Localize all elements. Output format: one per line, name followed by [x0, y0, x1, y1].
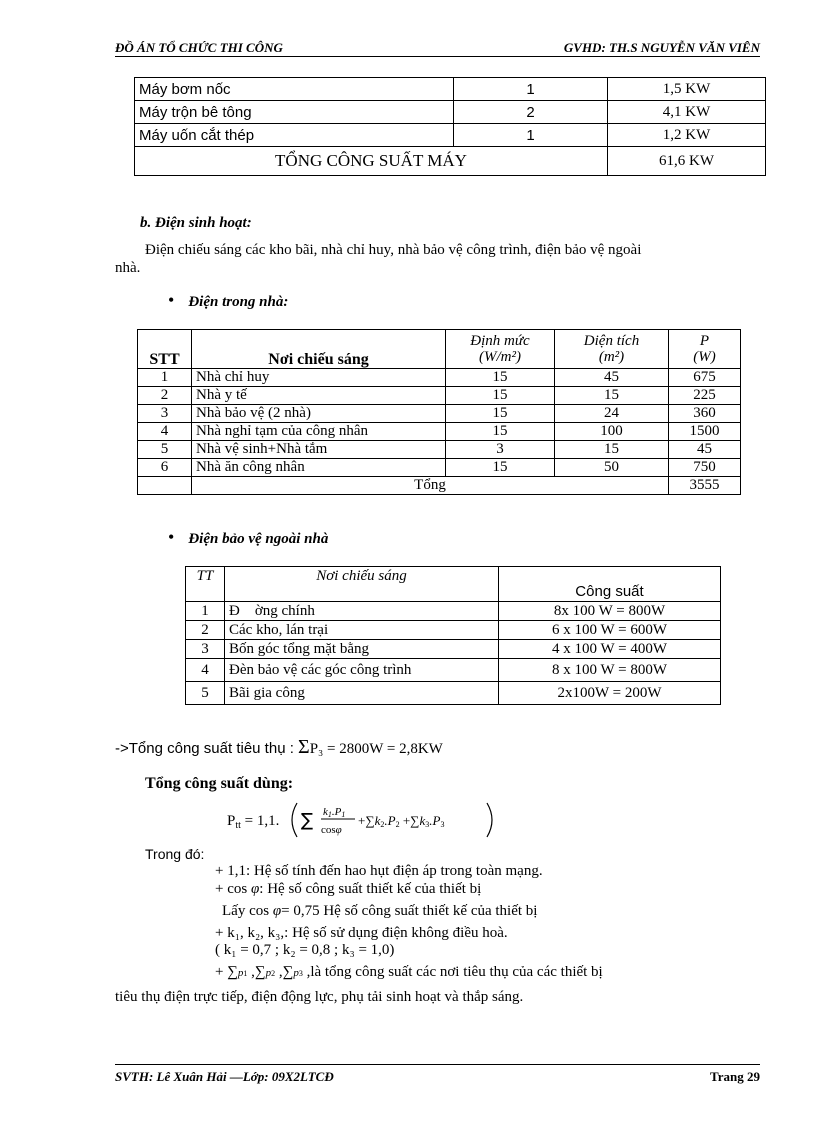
col-header-place: Nơi chiếu sáng — [192, 330, 446, 369]
explain-line-1: + 1,1: Hệ số tính đến hao hụt điện áp trong toàn mạng. — [215, 863, 543, 879]
table-row — [135, 78, 766, 101]
cell-stt: 1 — [138, 369, 192, 387]
formula-heading: Tổng công suất dùng: — [145, 775, 294, 792]
table-header-row — [138, 330, 741, 369]
formula-term2: +∑k2.P2 +∑k3.P3 — [358, 813, 445, 829]
table-row — [135, 101, 766, 124]
cell-place: Nhà chỉ huy — [192, 369, 446, 387]
table-row — [138, 423, 741, 441]
p-unit: (W) — [693, 349, 716, 365]
cell-power: 8x 100 W = 800W — [499, 602, 721, 621]
machine-total-label: TỔNG CÔNG SUẤT MÁY — [135, 147, 608, 176]
power-formula — [225, 797, 515, 843]
cell-p: 675 — [669, 369, 741, 387]
explain-line-3: Lấy cos φ= 0,75 Hệ số công suất thiết kế của thiết bị — [222, 903, 538, 919]
explain-line-5: ( k₁ = 0,7 ; k₂ = 0,8 ; k₃ = 1,0) — [215, 942, 395, 958]
page-header — [115, 40, 760, 57]
cell-stt: 2 — [138, 387, 192, 405]
cell-stt: 3 — [138, 405, 192, 423]
machine-qty: 1 — [454, 124, 608, 147]
norm-unit: (W/m²) — [479, 349, 521, 365]
phi-icon: φ — [250, 881, 260, 897]
cell-place: Bốn góc tổng mặt bằng — [225, 640, 499, 659]
indoor-total-label: Tổng — [192, 477, 669, 495]
col-header-tt: TT — [186, 567, 225, 602]
cell-norm: 15 — [446, 387, 555, 405]
cell-norm: 3 — [446, 441, 555, 459]
machine-qty: 2 — [454, 101, 608, 124]
section-b-heading: b. Điện sinh hoạt: — [140, 215, 252, 231]
indoor-heading — [168, 290, 288, 311]
machine-power: 4,1 KW — [608, 101, 766, 124]
formula-numerator: k1.P1 — [323, 806, 346, 819]
formula-lhs: $P_{tt} = 1,1$. — [227, 813, 280, 831]
table-row — [186, 659, 721, 682]
indoor-total-value: 3555 — [669, 477, 741, 495]
indoor-heading-text: Điện trong nhà: — [188, 294, 289, 310]
table-row — [138, 441, 741, 459]
explain-line-2: + cos φ: Hệ số công suất thiết kế của thiết bị — [215, 881, 482, 897]
bullet-icon: • — [168, 290, 175, 310]
cell-place: Nhà bảo vệ (2 nhà) — [192, 405, 446, 423]
footer-left: SVTH: Lê Xuân Hải —Lớp: 09X2LTCĐ — [115, 1069, 334, 1084]
cell-place: Nhà vệ sinh+Nhà tắm — [192, 441, 446, 459]
table-total-row — [135, 147, 766, 176]
cell-norm: 15 — [446, 405, 555, 423]
cell-place: Đèn bảo vệ các góc công trình — [225, 659, 499, 682]
section-b-paragraph-line1: Điện chiếu sáng các kho bãi, nhà chỉ huy, nhà bảo vệ công trình, điện bảo vệ ngoài — [145, 242, 642, 258]
explain-line-6-text: ,là tổng công suất các nơi tiêu thụ của các thiết bị — [306, 964, 603, 980]
table-row — [186, 640, 721, 659]
table-row — [138, 387, 741, 405]
cell-area: 50 — [555, 459, 669, 477]
area-unit: (m²) — [598, 349, 625, 365]
p-label: P — [699, 333, 710, 349]
cell-p: 1500 — [669, 423, 741, 441]
table-row — [138, 405, 741, 423]
left-paren-icon — [292, 803, 297, 837]
header-left: ĐỒ ÁN TỔ CHỨC THI CÔNG — [115, 40, 283, 55]
outdoor-heading-text: Điện bảo vệ ngoài nhà — [188, 531, 329, 547]
col-header-power: Công suất — [499, 567, 721, 602]
explain-line-3-text: = 0,75 Hệ số công suất thiết kế của thiết bị — [281, 903, 538, 919]
explain-line-6: + ∑p1 ,∑p2 ,∑p3 ,là tổng công suất các nơi tiêu thụ của các thiết bị — [215, 964, 603, 980]
cell-area: 15 — [555, 387, 669, 405]
machine-name: Máy trộn bê tông — [135, 101, 454, 124]
outdoor-lighting-table — [185, 566, 721, 705]
machine-total-value: 61,6 KW — [608, 147, 766, 176]
area-label: Diện tích — [583, 333, 640, 349]
machine-name: Máy bơm nốc — [135, 78, 454, 101]
cell-norm: 15 — [446, 369, 555, 387]
col-header-area — [555, 330, 669, 369]
col-header-place: Nơi chiếu sáng — [225, 567, 499, 602]
cell-power: 8 x 100 W = 800W — [499, 659, 721, 682]
machine-qty: 1 — [454, 78, 608, 101]
table-row — [186, 621, 721, 640]
cell-power: 2x100W = 200W — [499, 682, 721, 705]
cell-p: 750 — [669, 459, 741, 477]
cell-tt: 1 — [186, 602, 225, 621]
page-footer — [115, 1064, 760, 1085]
col-header-stt: STT — [138, 330, 192, 369]
where-label: Trong đó: — [145, 846, 205, 862]
section-b-paragraph-line2: nhà. — [115, 260, 141, 276]
cell-place: Đ ờng chính — [225, 602, 499, 621]
machine-power-table — [134, 77, 766, 176]
total-consumption-prefix: ->Tổng công suất tiêu thụ : — [115, 740, 299, 757]
outdoor-heading — [168, 527, 328, 548]
cell-place: Nhà ăn công nhân — [192, 459, 446, 477]
cell-power: 4 x 100 W = 400W — [499, 640, 721, 659]
machine-power: 1,2 KW — [608, 124, 766, 147]
cell-p: 225 — [669, 387, 741, 405]
sum-icon: ∑ — [301, 810, 314, 831]
table-row — [135, 124, 766, 147]
norm-label: Định mức — [470, 333, 530, 349]
cell-tt: 5 — [186, 682, 225, 705]
cell-p: 45 — [669, 441, 741, 459]
sigma-icon: Σ — [298, 736, 310, 758]
cell-place: Nhà nghỉ tạm của công nhân — [192, 423, 446, 441]
cell-stt: 6 — [138, 459, 192, 477]
table-row — [186, 682, 721, 705]
cell-norm: 15 — [446, 423, 555, 441]
cell-area: 100 — [555, 423, 669, 441]
cell-tt: 3 — [186, 640, 225, 659]
cell-area: 15 — [555, 441, 669, 459]
cell-area: 45 — [555, 369, 669, 387]
cell-area: 24 — [555, 405, 669, 423]
machine-name: Máy uốn cắt thép — [135, 124, 454, 147]
right-paren-icon — [487, 803, 492, 837]
cell-empty — [138, 477, 192, 495]
explain-line-7: tiêu thụ điện trực tiếp, điện động lực, phụ tải sinh hoạt và thắp sáng. — [115, 989, 524, 1005]
cell-power: 6 x 100 W = 600W — [499, 621, 721, 640]
table-row — [138, 459, 741, 477]
formula-denominator: cosφ — [321, 824, 342, 836]
cell-place: Các kho, lán trại — [225, 621, 499, 640]
page-number: Trang 29 — [710, 1069, 760, 1084]
cell-norm: 15 — [446, 459, 555, 477]
cell-place: Nhà y tế — [192, 387, 446, 405]
cell-tt: 2 — [186, 621, 225, 640]
total-consumption-formula: P₃ = 2800W = 2,8KW — [309, 741, 443, 757]
explain-line-4: + k₁, k₂, k₃,: Hệ số sử dụng điện không điều hoà. — [215, 925, 508, 941]
cell-p: 360 — [669, 405, 741, 423]
table-row — [138, 369, 741, 387]
table-row — [186, 602, 721, 621]
phi-icon: φ — [272, 903, 282, 919]
table-total-row — [138, 477, 741, 495]
bullet-icon: • — [168, 527, 175, 547]
explain-line-2-text: : Hệ số công suất thiết kế của thiết bị — [259, 881, 482, 897]
cell-stt: 5 — [138, 441, 192, 459]
col-header-p — [669, 330, 741, 369]
header-right: GVHD: TH.S NGUYỄN VĂN VIÊN — [563, 40, 760, 55]
table-header-row — [186, 567, 721, 602]
col-header-norm — [446, 330, 555, 369]
total-consumption-line — [115, 736, 443, 759]
cell-stt: 4 — [138, 423, 192, 441]
machine-power: 1,5 KW — [608, 78, 766, 101]
cell-place: Bãi gia công — [225, 682, 499, 705]
cell-tt: 4 — [186, 659, 225, 682]
indoor-lighting-table — [137, 329, 741, 495]
